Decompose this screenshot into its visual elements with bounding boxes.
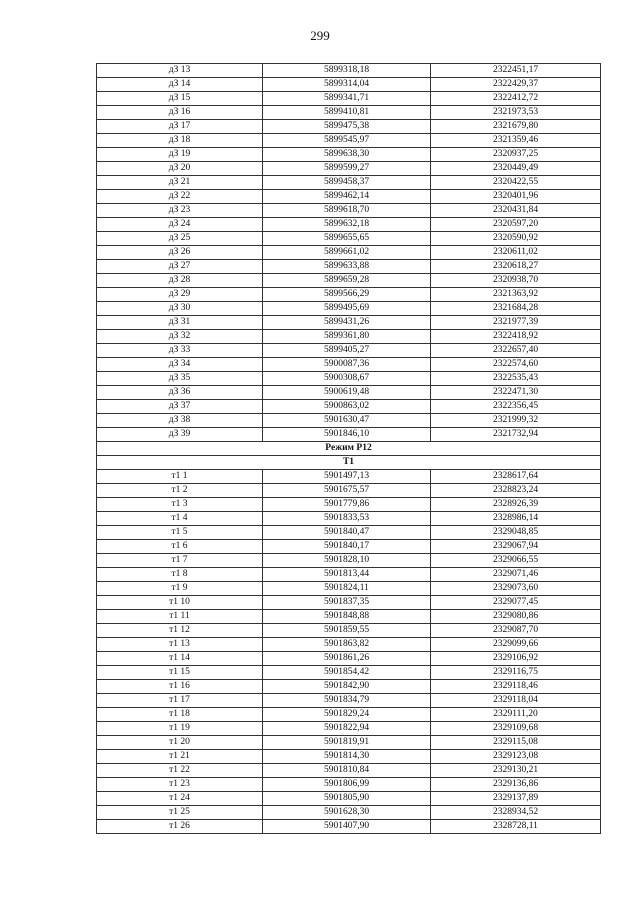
table-row xyxy=(97,778,601,792)
table-row xyxy=(97,694,601,708)
table-row xyxy=(97,470,601,484)
point-name-cell: дЗ 37 xyxy=(97,400,263,414)
table-row xyxy=(97,722,601,736)
table-row xyxy=(97,428,601,442)
table-row xyxy=(97,218,601,232)
table-row xyxy=(97,414,601,428)
point-name-cell: т1 18 xyxy=(97,708,263,722)
table-row xyxy=(97,554,601,568)
x-coordinate-cell: 5899431,26 xyxy=(263,316,431,330)
x-coordinate-cell: 5901854,42 xyxy=(263,666,431,680)
x-coordinate-cell: 5901779,86 xyxy=(263,498,431,512)
table-row xyxy=(97,302,601,316)
table-row xyxy=(97,358,601,372)
x-coordinate-cell: 5901822,94 xyxy=(263,722,431,736)
table-row xyxy=(97,134,601,148)
table-row xyxy=(97,344,601,358)
table-row xyxy=(97,526,601,540)
point-name-cell: т1 2 xyxy=(97,484,263,498)
point-name-cell: дЗ 25 xyxy=(97,232,263,246)
y-coordinate-cell: 2329109,68 xyxy=(431,722,601,736)
point-name-cell: дЗ 19 xyxy=(97,148,263,162)
point-name-cell: т1 25 xyxy=(97,806,263,820)
point-name-cell: т1 17 xyxy=(97,694,263,708)
x-coordinate-cell: 5899638,30 xyxy=(263,148,431,162)
table-row xyxy=(97,204,601,218)
y-coordinate-cell: 2329099,66 xyxy=(431,638,601,652)
y-coordinate-cell: 2328934,52 xyxy=(431,806,601,820)
x-coordinate-cell: 5901630,47 xyxy=(263,414,431,428)
point-name-cell: дЗ 34 xyxy=(97,358,263,372)
y-coordinate-cell: 2321973,53 xyxy=(431,106,601,120)
table-row xyxy=(97,568,601,582)
x-coordinate-cell: 5901861,26 xyxy=(263,652,431,666)
x-coordinate-cell: 5899618,70 xyxy=(263,204,431,218)
y-coordinate-cell: 2321363,92 xyxy=(431,288,601,302)
point-name-cell: т1 15 xyxy=(97,666,263,680)
y-coordinate-cell: 2329111,20 xyxy=(431,708,601,722)
y-coordinate-cell: 2321359,46 xyxy=(431,134,601,148)
x-coordinate-cell: 5901805,90 xyxy=(263,792,431,806)
table-row xyxy=(97,820,601,834)
section-label: Т1 xyxy=(97,456,601,470)
y-coordinate-cell: 2329071,46 xyxy=(431,568,601,582)
point-name-cell: дЗ 13 xyxy=(97,64,263,78)
point-name-cell: дЗ 15 xyxy=(97,92,263,106)
y-coordinate-cell: 2328617,64 xyxy=(431,470,601,484)
x-coordinate-cell: 5901828,10 xyxy=(263,554,431,568)
y-coordinate-cell: 2321999,32 xyxy=(431,414,601,428)
x-coordinate-cell: 5901824,11 xyxy=(263,582,431,596)
table-row xyxy=(97,582,601,596)
point-name-cell: т1 11 xyxy=(97,610,263,624)
x-coordinate-cell: 5899405,27 xyxy=(263,344,431,358)
section-header-row xyxy=(97,456,601,470)
x-coordinate-cell: 5899458,37 xyxy=(263,176,431,190)
x-coordinate-cell: 5901859,55 xyxy=(263,624,431,638)
x-coordinate-cell: 5899599,27 xyxy=(263,162,431,176)
point-name-cell: т1 10 xyxy=(97,596,263,610)
y-coordinate-cell: 2322574,60 xyxy=(431,358,601,372)
y-coordinate-cell: 2329073,60 xyxy=(431,582,601,596)
x-coordinate-cell: 5901848,88 xyxy=(263,610,431,624)
x-coordinate-cell: 5901833,53 xyxy=(263,512,431,526)
point-name-cell: дЗ 14 xyxy=(97,78,263,92)
point-name-cell: дЗ 21 xyxy=(97,176,263,190)
point-name-cell: т1 1 xyxy=(97,470,263,484)
x-coordinate-cell: 5899495,69 xyxy=(263,302,431,316)
y-coordinate-cell: 2320422,55 xyxy=(431,176,601,190)
point-name-cell: т1 3 xyxy=(97,498,263,512)
table-row xyxy=(97,106,601,120)
point-name-cell: т1 24 xyxy=(97,792,263,806)
table-row xyxy=(97,246,601,260)
table-row xyxy=(97,330,601,344)
point-name-cell: дЗ 35 xyxy=(97,372,263,386)
table-row xyxy=(97,498,601,512)
y-coordinate-cell: 2322451,17 xyxy=(431,64,601,78)
x-coordinate-cell: 5900308,67 xyxy=(263,372,431,386)
y-coordinate-cell: 2320597,20 xyxy=(431,218,601,232)
table-row xyxy=(97,372,601,386)
y-coordinate-cell: 2322418,92 xyxy=(431,330,601,344)
y-coordinate-cell: 2321679,80 xyxy=(431,120,601,134)
x-coordinate-cell: 5901407,90 xyxy=(263,820,431,834)
point-name-cell: дЗ 17 xyxy=(97,120,263,134)
point-name-cell: дЗ 22 xyxy=(97,190,263,204)
point-name-cell: т1 9 xyxy=(97,582,263,596)
x-coordinate-cell: 5901497,13 xyxy=(263,470,431,484)
y-coordinate-cell: 2329087,70 xyxy=(431,624,601,638)
x-coordinate-cell: 5901628,30 xyxy=(263,806,431,820)
table-row xyxy=(97,806,601,820)
coordinates-table-body xyxy=(97,64,601,834)
table-row xyxy=(97,610,601,624)
point-name-cell: дЗ 20 xyxy=(97,162,263,176)
y-coordinate-cell: 2329106,92 xyxy=(431,652,601,666)
point-name-cell: дЗ 36 xyxy=(97,386,263,400)
y-coordinate-cell: 2328986,14 xyxy=(431,512,601,526)
table-row xyxy=(97,316,601,330)
table-row xyxy=(97,666,601,680)
x-coordinate-cell: 5901837,35 xyxy=(263,596,431,610)
x-coordinate-cell: 5899545,97 xyxy=(263,134,431,148)
table-row xyxy=(97,638,601,652)
table-row xyxy=(97,260,601,274)
y-coordinate-cell: 2328926,39 xyxy=(431,498,601,512)
table-row xyxy=(97,148,601,162)
y-coordinate-cell: 2329118,04 xyxy=(431,694,601,708)
table-row xyxy=(97,596,601,610)
x-coordinate-cell: 5899361,80 xyxy=(263,330,431,344)
table-row xyxy=(97,624,601,638)
point-name-cell: т1 13 xyxy=(97,638,263,652)
table-row xyxy=(97,92,601,106)
point-name-cell: дЗ 29 xyxy=(97,288,263,302)
table-row xyxy=(97,288,601,302)
y-coordinate-cell: 2320590,92 xyxy=(431,232,601,246)
x-coordinate-cell: 5901840,17 xyxy=(263,540,431,554)
x-coordinate-cell: 5899462,14 xyxy=(263,190,431,204)
x-coordinate-cell: 5901834,79 xyxy=(263,694,431,708)
point-name-cell: дЗ 30 xyxy=(97,302,263,316)
y-coordinate-cell: 2320449,49 xyxy=(431,162,601,176)
y-coordinate-cell: 2329118,46 xyxy=(431,680,601,694)
table-row xyxy=(97,232,601,246)
point-name-cell: т1 14 xyxy=(97,652,263,666)
x-coordinate-cell: 5901840,47 xyxy=(263,526,431,540)
coordinates-table xyxy=(96,63,601,834)
table-row xyxy=(97,78,601,92)
x-coordinate-cell: 5901814,30 xyxy=(263,750,431,764)
table-row xyxy=(97,540,601,554)
table-row xyxy=(97,400,601,414)
y-coordinate-cell: 2322535,43 xyxy=(431,372,601,386)
point-name-cell: дЗ 32 xyxy=(97,330,263,344)
point-name-cell: дЗ 27 xyxy=(97,260,263,274)
y-coordinate-cell: 2328823,24 xyxy=(431,484,601,498)
x-coordinate-cell: 5899632,18 xyxy=(263,218,431,232)
y-coordinate-cell: 2329123,08 xyxy=(431,750,601,764)
y-coordinate-cell: 2320937,25 xyxy=(431,148,601,162)
point-name-cell: дЗ 39 xyxy=(97,428,263,442)
table-row xyxy=(97,680,601,694)
point-name-cell: т1 21 xyxy=(97,750,263,764)
x-coordinate-cell: 5899475,38 xyxy=(263,120,431,134)
point-name-cell: дЗ 33 xyxy=(97,344,263,358)
y-coordinate-cell: 2329115,08 xyxy=(431,736,601,750)
table-row xyxy=(97,386,601,400)
point-name-cell: т1 4 xyxy=(97,512,263,526)
x-coordinate-cell: 5899318,18 xyxy=(263,64,431,78)
y-coordinate-cell: 2321977,39 xyxy=(431,316,601,330)
table-row xyxy=(97,652,601,666)
x-coordinate-cell: 5901829,24 xyxy=(263,708,431,722)
section-header-row xyxy=(97,442,601,456)
table-row xyxy=(97,750,601,764)
y-coordinate-cell: 2329077,45 xyxy=(431,596,601,610)
x-coordinate-cell: 5899341,71 xyxy=(263,92,431,106)
x-coordinate-cell: 5899314,04 xyxy=(263,78,431,92)
y-coordinate-cell: 2321732,94 xyxy=(431,428,601,442)
y-coordinate-cell: 2320938,70 xyxy=(431,274,601,288)
x-coordinate-cell: 5899566,29 xyxy=(263,288,431,302)
x-coordinate-cell: 5901863,82 xyxy=(263,638,431,652)
point-name-cell: т1 8 xyxy=(97,568,263,582)
x-coordinate-cell: 5900863,02 xyxy=(263,400,431,414)
y-coordinate-cell: 2329136,86 xyxy=(431,778,601,792)
point-name-cell: дЗ 26 xyxy=(97,246,263,260)
x-coordinate-cell: 5901846,10 xyxy=(263,428,431,442)
point-name-cell: т1 19 xyxy=(97,722,263,736)
point-name-cell: дЗ 16 xyxy=(97,106,263,120)
point-name-cell: т1 6 xyxy=(97,540,263,554)
y-coordinate-cell: 2320431,84 xyxy=(431,204,601,218)
x-coordinate-cell: 5899633,88 xyxy=(263,260,431,274)
page-number: 299 xyxy=(310,28,330,43)
table-row xyxy=(97,120,601,134)
y-coordinate-cell: 2329116,75 xyxy=(431,666,601,680)
point-name-cell: т1 16 xyxy=(97,680,263,694)
x-coordinate-cell: 5901842,90 xyxy=(263,680,431,694)
x-coordinate-cell: 5899659,28 xyxy=(263,274,431,288)
y-coordinate-cell: 2329137,89 xyxy=(431,792,601,806)
x-coordinate-cell: 5901819,91 xyxy=(263,736,431,750)
x-coordinate-cell: 5899655,65 xyxy=(263,232,431,246)
point-name-cell: т1 5 xyxy=(97,526,263,540)
point-name-cell: т1 23 xyxy=(97,778,263,792)
x-coordinate-cell: 5899661,02 xyxy=(263,246,431,260)
x-coordinate-cell: 5901813,44 xyxy=(263,568,431,582)
table-row xyxy=(97,792,601,806)
point-name-cell: т1 22 xyxy=(97,764,263,778)
y-coordinate-cell: 2329067,94 xyxy=(431,540,601,554)
y-coordinate-cell: 2329066,55 xyxy=(431,554,601,568)
x-coordinate-cell: 5900087,36 xyxy=(263,358,431,372)
point-name-cell: дЗ 28 xyxy=(97,274,263,288)
point-name-cell: дЗ 23 xyxy=(97,204,263,218)
y-coordinate-cell: 2329048,85 xyxy=(431,526,601,540)
table-row xyxy=(97,512,601,526)
point-name-cell: т1 7 xyxy=(97,554,263,568)
x-coordinate-cell: 5900619,48 xyxy=(263,386,431,400)
table-row xyxy=(97,176,601,190)
y-coordinate-cell: 2322471,30 xyxy=(431,386,601,400)
table-row xyxy=(97,190,601,204)
x-coordinate-cell: 5899410,81 xyxy=(263,106,431,120)
y-coordinate-cell: 2320618,27 xyxy=(431,260,601,274)
section-label: Режим Р12 xyxy=(97,442,601,456)
y-coordinate-cell: 2320401,96 xyxy=(431,190,601,204)
y-coordinate-cell: 2322356,45 xyxy=(431,400,601,414)
point-name-cell: дЗ 31 xyxy=(97,316,263,330)
y-coordinate-cell: 2322429,37 xyxy=(431,78,601,92)
table-row xyxy=(97,708,601,722)
y-coordinate-cell: 2321684,28 xyxy=(431,302,601,316)
table-row xyxy=(97,764,601,778)
table-row xyxy=(97,64,601,78)
point-name-cell: дЗ 18 xyxy=(97,134,263,148)
y-coordinate-cell: 2320611,02 xyxy=(431,246,601,260)
table-row xyxy=(97,484,601,498)
point-name-cell: т1 20 xyxy=(97,736,263,750)
x-coordinate-cell: 5901810,84 xyxy=(263,764,431,778)
point-name-cell: т1 12 xyxy=(97,624,263,638)
y-coordinate-cell: 2329080,86 xyxy=(431,610,601,624)
y-coordinate-cell: 2322412,72 xyxy=(431,92,601,106)
table-row xyxy=(97,274,601,288)
table-row xyxy=(97,736,601,750)
point-name-cell: дЗ 24 xyxy=(97,218,263,232)
x-coordinate-cell: 5901806,99 xyxy=(263,778,431,792)
point-name-cell: дЗ 38 xyxy=(97,414,263,428)
y-coordinate-cell: 2328728,11 xyxy=(431,820,601,834)
point-name-cell: т1 26 xyxy=(97,820,263,834)
x-coordinate-cell: 5901675,57 xyxy=(263,484,431,498)
table-row xyxy=(97,162,601,176)
y-coordinate-cell: 2322657,40 xyxy=(431,344,601,358)
y-coordinate-cell: 2329130,21 xyxy=(431,764,601,778)
